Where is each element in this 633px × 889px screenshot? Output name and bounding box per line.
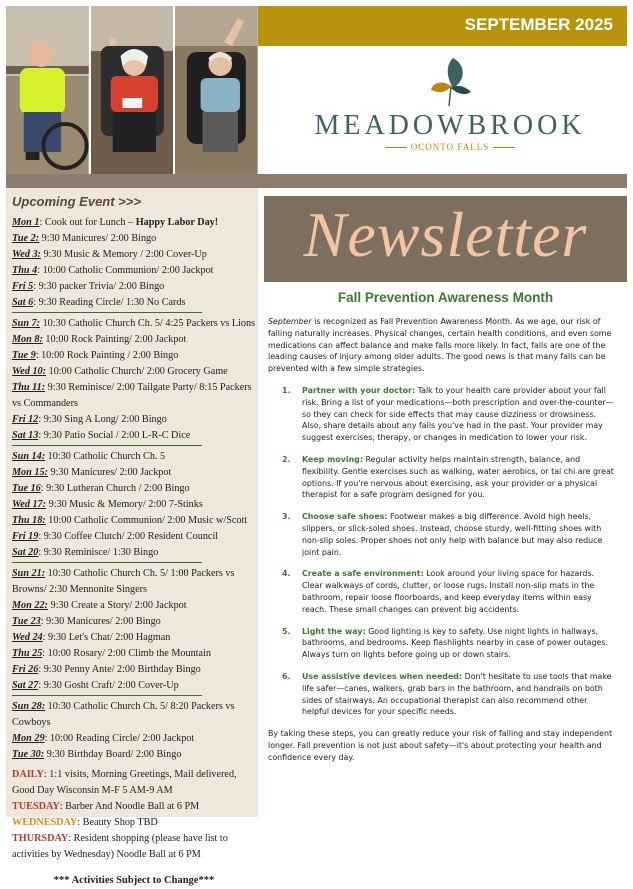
event-row: Fri 12: 9:30 Sing A Long/ 2:00 Bingo [12, 414, 167, 425]
event-row: Sat 27: 9:30 Gosht Craft/ 2:00 Cover-Up [12, 680, 179, 691]
event-row: Mon 1: Cook out for Lunch – Happy Labor Day! [12, 217, 219, 228]
event-row: Tue 30: 9:30 Birthday Board/ 2:00 Bingo [12, 749, 182, 760]
event-row: Fri 19: 9:30 Coffee Clutch/ 2:00 Resident Council [12, 531, 219, 542]
event-row: Mon 8: 10:00 Rock Painting/ 2:00 Jackpot [12, 334, 187, 345]
subject-to-change-note: *** Activities Subject to Change*** [53, 875, 215, 886]
event-row: Thu 4: 10:00 Catholic Communion/ 2:00 Jackpot [12, 265, 214, 276]
brand-location: OCONTO FALLS [300, 142, 600, 152]
event-row: Thu 18: 10:00 Catholic Communion/ 2:00 Music w/Scott [12, 515, 248, 526]
daily-item: THURSDAY: Resident shopping (please have list to activities by Wednesday) Noodle Ball at 6 PM [12, 833, 228, 860]
newsletter-banner [264, 196, 627, 282]
event-row: Sun 21: 10:30 Catholic Church Ch. 5/ 1:00 Packers vs Browns/ 2:30 Mennonite Singers [12, 568, 235, 595]
week-separator [12, 695, 202, 696]
event-row: Mon 29: 10:00 Reading Circle/ 2:00 Jackpot [12, 733, 195, 744]
brand-name: MEADOWBROOK [314, 110, 586, 141]
tip-item: 5. Light the way: Good lighting is key to safety. Use night lights in hallways, bathrooms, and bedrooms. Keep flashlights nearby in case of power outages. Always turn on lights before going up or down stairs. [282, 626, 608, 660]
daily-item: DAILY: 1:1 visits, Morning Greetings, Mail delivered, Good Day Wisconsin M-F 5 AM-9 AM [12, 769, 237, 796]
article-body [268, 316, 614, 774]
month-label: SEPTEMBER 2025 [464, 15, 613, 34]
event-row: Wed 3: 9:30 Music & Memory / 2:00 Cover-Up [12, 249, 207, 260]
tip-item: 4. Create a safe environment: Look around your living space for hazards. Clear walkways of cords, clutter, or loose rugs. Install non-slip mats in the bathroom, repair loose floorboards, and keep everyday items within easy reach. These small changes can prevent big accidents. [282, 569, 595, 614]
tip-item: 6. Use assistive devices when needed: Don't hesitate to use tools that make life safer—canes, walkers, grab bars in the bathroom, and handrails on both sides of stairways. An occupational therapist can also recommend other helpful devices for your specific needs. [282, 671, 612, 717]
event-row: Sun 28: 10:30 Catholic Church Ch. 5/ 8:20 Packers vs Cowboys [12, 701, 235, 728]
tips-list [268, 385, 614, 718]
tip-item: 3. Choose safe shoes: Footwear makes a big difference. Avoid high heels, slippers, or slick-soled shoes. Instead, choose sturdy, well-fitting shoes with non-slip soles. Proper shoes not only help with balance but may also reduce joint pain. [282, 512, 603, 557]
event-row: Tue 16: 9:30 Lutheran Church / 2:00 Bingo [12, 483, 190, 494]
event-row: Sun 14: 10:30 Catholic Church Ch. 5 [12, 451, 166, 462]
header-divider [6, 174, 627, 188]
article-title: Fall Prevention Awareness Month [337, 290, 554, 305]
event-row: Tue 23: 9:30 Manicures/ 2:00 Bingo [12, 616, 161, 627]
event-row: Thu 11: 9:30 Reminisce/ 2:00 Tailgate Party/ 8:15 Packers vs Commanders [12, 382, 252, 409]
photo-resident-1 [6, 6, 89, 174]
newsletter-title: Newsletter [303, 199, 588, 270]
event-row: Wed 24: 9:30 Let's Chat/ 2:00 Hagman [12, 632, 171, 643]
event-row: Sat 6: 9:30 Reading Circle/ 1:30 No Cards [12, 297, 186, 308]
event-row: Fri 5: 9:30 packer Trivia/ 2:00 Bingo [12, 281, 165, 292]
week-separator [12, 312, 202, 313]
event-row: Sat 20: 9:30 Reminisce/ 1:30 Bingo [12, 547, 159, 558]
month-banner [258, 6, 627, 46]
article-closing: By taking these steps, you can greatly reduce your risk of falling and stay independent longer. Fall prevention is not just about safety—it's about protecting your health and confidence every day. [268, 729, 613, 762]
article-intro: September is recognized as Fall Prevention Awareness Month. As we age, our risk of falling naturally increases. Physical changes, certain health conditions, and even some medications can affect balance and make falls more likely. In fact, falls are one of the leading causes of injury among older adults. The good news is that many falls can be prevented with a few simple strategies. [268, 317, 612, 374]
event-row: Wed 17: 9:30 Music & Memory/ 2:00 7-Stinks [12, 499, 203, 510]
photo-resident-3 [175, 6, 258, 174]
event-row: Sat 13: 9:30 Patio Social / 2:00 L-R-C Dice [12, 430, 191, 441]
event-row: Thu 25: 10:00 Rosary/ 2:00 Climb the Mountain [12, 648, 211, 659]
photo-resident-2 [91, 6, 174, 174]
week-separator [12, 562, 202, 563]
daily-item: TUESDAY: Barber And Noodle Ball at 6 PM [12, 801, 200, 812]
week-separator [12, 445, 202, 446]
tip-item: 2. Keep moving: Regular activity helps maintain strength, balance, and flexibility. Gentle exercises such as walking, water aerobics, or tai chi are great options. If you're nervous about exercising, ask your provider or a physical therapist for a safe program designed for you. [282, 454, 614, 500]
event-row: Tue 9: 10:00 Rock Painting / 2:00 Bingo [12, 350, 179, 361]
photo-strip [6, 6, 258, 174]
tip-item: 1. Partner with your doctor: Talk to your health care provider about your fall risk. Bring a list of your medications—both prescription and over-the-counter—so they can check for side effects that may cause dizziness or drowsiness. Also, share details about any falls you've had in the past. Your provider may suggest exercises, therapy, or changes in medication to lower your risk. [282, 385, 614, 443]
meadowbrook-logo [300, 56, 600, 166]
daily-item: WEDNESDAY: Beauty Shop TBD [12, 817, 158, 828]
leaf-icon [427, 56, 473, 108]
event-row: Tue 2: 9:30 Manicures/ 2:00 Bingo [12, 233, 157, 244]
event-row: Sun 7: 10:30 Catholic Church Ch. 5/ 4:25 Packers vs Lions [12, 318, 256, 329]
event-row: Mon 22: 9:30 Create a Story/ 2:00 Jackpot [12, 600, 187, 611]
upcoming-events-heading: Upcoming Event >>> [12, 194, 141, 209]
events-sidebar [6, 188, 258, 886]
events-list [12, 215, 256, 889]
event-row: Fri 26: 9:30 Penny Ante/ 2:00 Birthday Bingo [12, 664, 201, 675]
daily-schedule [12, 767, 256, 863]
event-row: Mon 15: 9:30 Manicures/ 2:00 Jackpot [12, 467, 172, 478]
event-row: Wed 10: 10:00 Catholic Church/ 2:00 Grocery Game [12, 366, 228, 377]
